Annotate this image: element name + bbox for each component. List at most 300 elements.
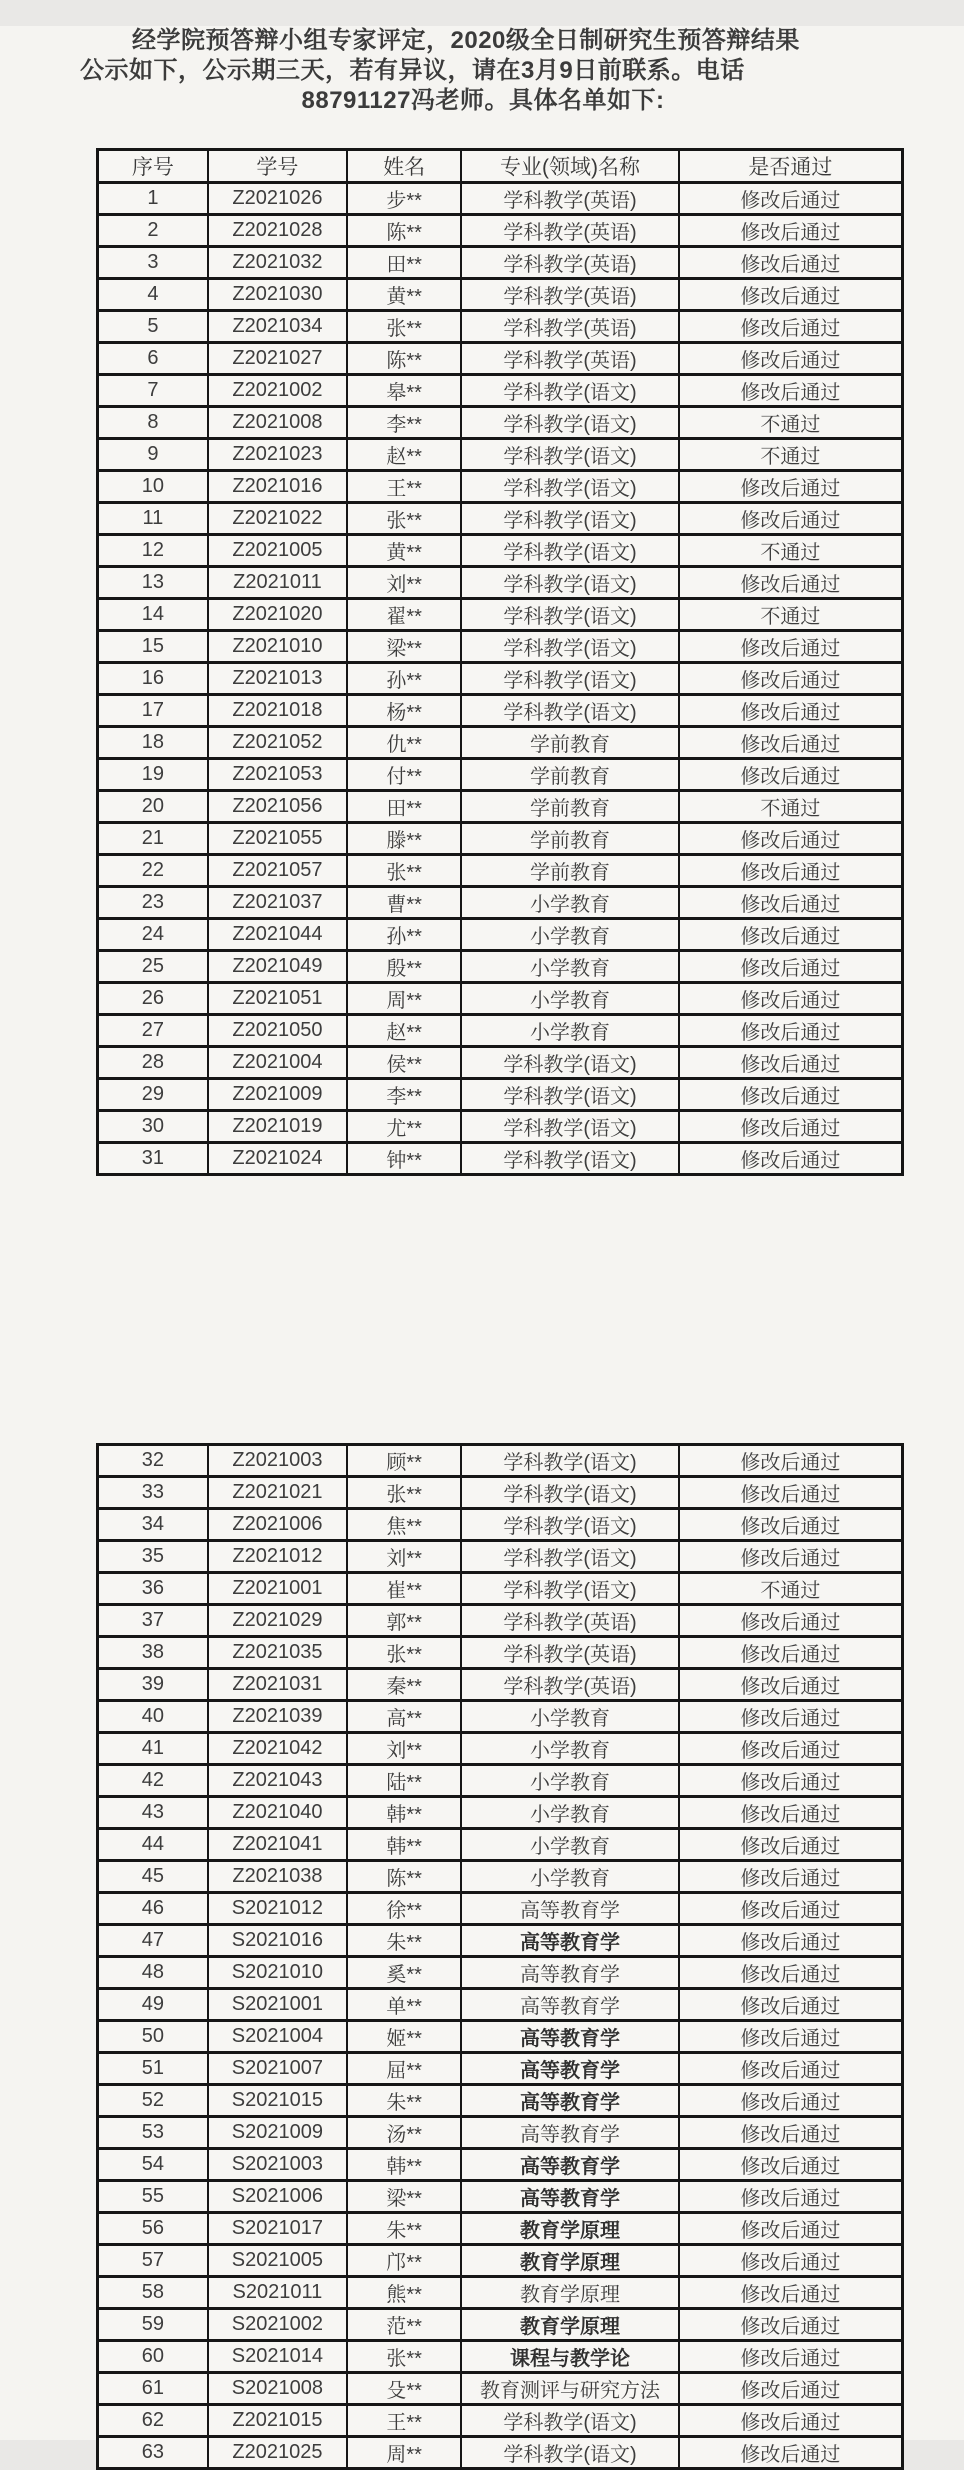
cell-name: 单** xyxy=(347,1989,461,2021)
table-row xyxy=(98,1605,903,1637)
cell-no: 16 xyxy=(98,663,208,695)
cell-student-id: Z2021035 xyxy=(208,1637,347,1669)
cell-major: 学科教学(语文) xyxy=(461,1573,678,1605)
cell-no: 59 xyxy=(98,2309,208,2341)
cell-student-id: Z2021001 xyxy=(208,1573,347,1605)
cell-no: 41 xyxy=(98,1733,208,1765)
cell-major: 学前教育 xyxy=(461,855,678,887)
cell-result: 修改后通过 xyxy=(679,823,903,855)
cell-student-id: Z2021025 xyxy=(208,2437,347,2469)
cell-result: 修改后通过 xyxy=(679,1701,903,1733)
cell-major: 学科教学(语文) xyxy=(461,599,678,631)
table-row xyxy=(98,535,903,567)
cell-no: 58 xyxy=(98,2277,208,2309)
cell-no: 52 xyxy=(98,2085,208,2117)
cell-name: 王** xyxy=(347,2405,461,2437)
cell-name: 朱** xyxy=(347,2213,461,2245)
cell-no: 60 xyxy=(98,2341,208,2373)
cell-result: 不通过 xyxy=(679,535,903,567)
cell-name: 田** xyxy=(347,791,461,823)
cell-no: 29 xyxy=(98,1079,208,1111)
table-row xyxy=(98,599,903,631)
cell-major: 高等教育学 xyxy=(461,2117,678,2149)
cell-name: 黄** xyxy=(347,535,461,567)
cell-name: 徐** xyxy=(347,1893,461,1925)
cell-no: 11 xyxy=(98,503,208,535)
cell-major: 学科教学(语文) xyxy=(461,1079,678,1111)
cell-name: 奚** xyxy=(347,1957,461,1989)
cell-no: 5 xyxy=(98,311,208,343)
cell-result: 修改后通过 xyxy=(679,1989,903,2021)
cell-major: 学科教学(语文) xyxy=(461,695,678,727)
cell-result: 修改后通过 xyxy=(679,2405,903,2437)
cell-result: 修改后通过 xyxy=(679,2373,903,2405)
cell-name: 张** xyxy=(347,503,461,535)
cell-name: 孙** xyxy=(347,663,461,695)
cell-student-id: Z2021031 xyxy=(208,1669,347,1701)
cell-no: 47 xyxy=(98,1925,208,1957)
cell-major: 小学教育 xyxy=(461,1015,678,1047)
cell-major: 学前教育 xyxy=(461,727,678,759)
cell-name: 赵** xyxy=(347,1015,461,1047)
table-header-row xyxy=(98,150,903,183)
cell-major: 小学教育 xyxy=(461,1829,678,1861)
cell-student-id: S2021017 xyxy=(208,2213,347,2245)
results-table-part1 xyxy=(96,148,904,1176)
cell-no: 53 xyxy=(98,2117,208,2149)
cell-name: 黄** xyxy=(347,279,461,311)
cell-student-id: Z2021004 xyxy=(208,1047,347,1079)
cell-no: 1 xyxy=(98,183,208,215)
cell-major: 学科教学(语文) xyxy=(461,1143,678,1175)
cell-major: 高等教育学 xyxy=(461,1925,678,1957)
cell-name: 屈** xyxy=(347,2053,461,2085)
table-row xyxy=(98,2181,903,2213)
cell-student-id: Z2021022 xyxy=(208,503,347,535)
cell-student-id: Z2021038 xyxy=(208,1861,347,1893)
cell-student-id: Z2021030 xyxy=(208,279,347,311)
cell-no: 18 xyxy=(98,727,208,759)
results-table-part2 xyxy=(96,1443,904,2470)
cell-student-id: S2021016 xyxy=(208,1925,347,1957)
cell-major: 学科教学(英语) xyxy=(461,1637,678,1669)
cell-name: 王** xyxy=(347,471,461,503)
cell-name: 刘** xyxy=(347,1541,461,1573)
cell-student-id: Z2021006 xyxy=(208,1509,347,1541)
table-row xyxy=(98,2405,903,2437)
cell-major: 学科教学(语文) xyxy=(461,439,678,471)
cell-no: 13 xyxy=(98,567,208,599)
cell-no: 37 xyxy=(98,1605,208,1637)
cell-result: 修改后通过 xyxy=(679,1541,903,1573)
cell-no: 46 xyxy=(98,1893,208,1925)
cell-major: 教育学原理 xyxy=(461,2277,678,2309)
cell-no: 28 xyxy=(98,1047,208,1079)
cell-student-id: Z2021041 xyxy=(208,1829,347,1861)
cell-result: 修改后通过 xyxy=(679,1605,903,1637)
cell-name: 韩** xyxy=(347,1797,461,1829)
cell-result: 修改后通过 xyxy=(679,279,903,311)
cell-no: 24 xyxy=(98,919,208,951)
cell-no: 50 xyxy=(98,2021,208,2053)
cell-result: 修改后通过 xyxy=(679,2117,903,2149)
cell-no: 15 xyxy=(98,631,208,663)
cell-name: 赵** xyxy=(347,439,461,471)
cell-name: 高** xyxy=(347,1701,461,1733)
cell-major: 学科教学(语文) xyxy=(461,631,678,663)
cell-major: 课程与教学论 xyxy=(461,2341,678,2373)
cell-result: 修改后通过 xyxy=(679,1637,903,1669)
cell-student-id: S2021012 xyxy=(208,1893,347,1925)
cell-result: 修改后通过 xyxy=(679,1477,903,1509)
table-row xyxy=(98,343,903,375)
table-row xyxy=(98,2277,903,2309)
cell-result: 修改后通过 xyxy=(679,2085,903,2117)
table-row xyxy=(98,823,903,855)
cell-student-id: S2021008 xyxy=(208,2373,347,2405)
notice-line-1: 经学院预答辩小组专家评定，2020级全日制研究生预答辩结果 xyxy=(132,27,800,54)
table-row xyxy=(98,759,903,791)
table-row xyxy=(98,695,903,727)
table-row xyxy=(98,951,903,983)
cell-major: 学科教学(英语) xyxy=(461,1669,678,1701)
cell-no: 7 xyxy=(98,375,208,407)
cell-student-id: Z2021039 xyxy=(208,1701,347,1733)
column-header-major: 专业(领域)名称 xyxy=(461,150,678,183)
cell-name: 熊** xyxy=(347,2277,461,2309)
cell-no: 38 xyxy=(98,1637,208,1669)
column-header-result: 是否通过 xyxy=(679,150,903,183)
cell-name: 陆** xyxy=(347,1765,461,1797)
cell-no: 14 xyxy=(98,599,208,631)
cell-major: 教育测评与研究方法 xyxy=(461,2373,678,2405)
cell-major: 学科教学(语文) xyxy=(461,2405,678,2437)
cell-result: 修改后通过 xyxy=(679,695,903,727)
cell-result: 修改后通过 xyxy=(679,183,903,215)
cell-major: 学科教学(语文) xyxy=(461,471,678,503)
table-row xyxy=(98,279,903,311)
cell-no: 17 xyxy=(98,695,208,727)
cell-no: 34 xyxy=(98,1509,208,1541)
cell-result: 修改后通过 xyxy=(679,1829,903,1861)
cell-no: 2 xyxy=(98,215,208,247)
cell-major: 学前教育 xyxy=(461,823,678,855)
cell-name: 翟** xyxy=(347,599,461,631)
table-row xyxy=(98,471,903,503)
cell-name: 李** xyxy=(347,407,461,439)
cell-student-id: Z2021050 xyxy=(208,1015,347,1047)
cell-student-id: S2021002 xyxy=(208,2309,347,2341)
cell-result: 修改后通过 xyxy=(679,631,903,663)
cell-name: 范** xyxy=(347,2309,461,2341)
cell-result: 修改后通过 xyxy=(679,375,903,407)
cell-student-id: S2021014 xyxy=(208,2341,347,2373)
cell-student-id: Z2021055 xyxy=(208,823,347,855)
cell-name: 田** xyxy=(347,247,461,279)
cell-major: 小学教育 xyxy=(461,983,678,1015)
notice-paragraph xyxy=(80,26,886,116)
cell-no: 30 xyxy=(98,1111,208,1143)
column-header-student-id: 学号 xyxy=(208,150,347,183)
cell-result: 修改后通过 xyxy=(679,951,903,983)
cell-result: 修改后通过 xyxy=(679,1079,903,1111)
cell-student-id: Z2021015 xyxy=(208,2405,347,2437)
cell-no: 33 xyxy=(98,1477,208,1509)
cell-name: 孙** xyxy=(347,919,461,951)
table-row xyxy=(98,1445,903,1477)
cell-no: 25 xyxy=(98,951,208,983)
cell-no: 9 xyxy=(98,439,208,471)
table-row xyxy=(98,1541,903,1573)
column-header-name: 姓名 xyxy=(347,150,461,183)
table-row xyxy=(98,1015,903,1047)
cell-no: 63 xyxy=(98,2437,208,2469)
cell-result: 修改后通过 xyxy=(679,247,903,279)
cell-result: 修改后通过 xyxy=(679,2181,903,2213)
cell-result: 修改后通过 xyxy=(679,343,903,375)
cell-student-id: Z2021009 xyxy=(208,1079,347,1111)
cell-student-id: Z2021010 xyxy=(208,631,347,663)
cell-major: 高等教育学 xyxy=(461,1989,678,2021)
cell-result: 修改后通过 xyxy=(679,727,903,759)
table-row xyxy=(98,983,903,1015)
cell-student-id: Z2021013 xyxy=(208,663,347,695)
cell-major: 学科教学(语文) xyxy=(461,1445,678,1477)
cell-result: 修改后通过 xyxy=(679,1861,903,1893)
cell-name: 刘** xyxy=(347,567,461,599)
cell-name: 刘** xyxy=(347,1733,461,1765)
cell-student-id: S2021001 xyxy=(208,1989,347,2021)
cell-no: 4 xyxy=(98,279,208,311)
table-row xyxy=(98,1047,903,1079)
cell-major: 教育学原理 xyxy=(461,2309,678,2341)
cell-result: 修改后通过 xyxy=(679,2341,903,2373)
cell-name: 顾** xyxy=(347,1445,461,1477)
cell-major: 小学教育 xyxy=(461,887,678,919)
cell-result: 修改后通过 xyxy=(679,1669,903,1701)
cell-no: 6 xyxy=(98,343,208,375)
table-row xyxy=(98,503,903,535)
table-row xyxy=(98,1143,903,1175)
cell-student-id: S2021010 xyxy=(208,1957,347,1989)
cell-result: 修改后通过 xyxy=(679,663,903,695)
cell-name: 韩** xyxy=(347,2149,461,2181)
cell-no: 51 xyxy=(98,2053,208,2085)
cell-result: 修改后通过 xyxy=(679,759,903,791)
cell-no: 35 xyxy=(98,1541,208,1573)
cell-result: 不通过 xyxy=(679,791,903,823)
cell-name: 殷** xyxy=(347,951,461,983)
cell-major: 小学教育 xyxy=(461,919,678,951)
cell-result: 修改后通过 xyxy=(679,1111,903,1143)
table-row xyxy=(98,1893,903,1925)
cell-name: 梁** xyxy=(347,631,461,663)
cell-no: 36 xyxy=(98,1573,208,1605)
cell-name: 郭** xyxy=(347,1605,461,1637)
cell-student-id: Z2021042 xyxy=(208,1733,347,1765)
cell-name: 陈** xyxy=(347,215,461,247)
cell-major: 学科教学(语文) xyxy=(461,535,678,567)
cell-no: 3 xyxy=(98,247,208,279)
cell-result: 修改后通过 xyxy=(679,887,903,919)
table-row xyxy=(98,1669,903,1701)
table-row xyxy=(98,2309,903,2341)
table-row xyxy=(98,2341,903,2373)
cell-result: 修改后通过 xyxy=(679,2245,903,2277)
cell-no: 8 xyxy=(98,407,208,439)
cell-no: 12 xyxy=(98,535,208,567)
cell-no: 55 xyxy=(98,2181,208,2213)
cell-student-id: Z2021020 xyxy=(208,599,347,631)
cell-student-id: Z2021044 xyxy=(208,919,347,951)
table-row xyxy=(98,855,903,887)
cell-name: 周** xyxy=(347,983,461,1015)
cell-no: 48 xyxy=(98,1957,208,1989)
cell-no: 22 xyxy=(98,855,208,887)
cell-name: 付** xyxy=(347,759,461,791)
cell-no: 20 xyxy=(98,791,208,823)
cell-student-id: Z2021011 xyxy=(208,567,347,599)
cell-result: 修改后通过 xyxy=(679,1893,903,1925)
cell-result: 修改后通过 xyxy=(679,1143,903,1175)
cell-major: 学科教学(英语) xyxy=(461,1605,678,1637)
cell-name: 张** xyxy=(347,855,461,887)
table-row xyxy=(98,1989,903,2021)
cell-result: 不通过 xyxy=(679,1573,903,1605)
cell-major: 高等教育学 xyxy=(461,2053,678,2085)
cell-student-id: Z2021052 xyxy=(208,727,347,759)
table-row xyxy=(98,1079,903,1111)
cell-student-id: S2021005 xyxy=(208,2245,347,2277)
cell-name: 张** xyxy=(347,1637,461,1669)
cell-major: 学科教学(英语) xyxy=(461,343,678,375)
table-row xyxy=(98,631,903,663)
table-row xyxy=(98,215,903,247)
cell-result: 修改后通过 xyxy=(679,1445,903,1477)
table-row xyxy=(98,2437,903,2469)
cell-result: 修改后通过 xyxy=(679,983,903,1015)
cell-result: 修改后通过 xyxy=(679,855,903,887)
cell-no: 31 xyxy=(98,1143,208,1175)
cell-student-id: Z2021002 xyxy=(208,375,347,407)
cell-major: 学科教学(语文) xyxy=(461,375,678,407)
table-row xyxy=(98,1829,903,1861)
cell-result: 修改后通过 xyxy=(679,471,903,503)
cell-no: 44 xyxy=(98,1829,208,1861)
cell-result: 不通过 xyxy=(679,407,903,439)
cell-student-id: S2021015 xyxy=(208,2085,347,2117)
cell-result: 修改后通过 xyxy=(679,919,903,951)
cell-result: 修改后通过 xyxy=(679,2437,903,2469)
cell-name: 汤** xyxy=(347,2117,461,2149)
table-row xyxy=(98,1861,903,1893)
announcement-page xyxy=(0,26,964,2466)
cell-student-id: Z2021021 xyxy=(208,1477,347,1509)
cell-no: 21 xyxy=(98,823,208,855)
cell-name: 姬** xyxy=(347,2021,461,2053)
table-row xyxy=(98,1637,903,1669)
cell-major: 学科教学(语文) xyxy=(461,407,678,439)
table-row xyxy=(98,663,903,695)
cell-result: 修改后通过 xyxy=(679,2213,903,2245)
cell-student-id: S2021011 xyxy=(208,2277,347,2309)
cell-student-id: Z2021016 xyxy=(208,471,347,503)
cell-name: 曹** xyxy=(347,887,461,919)
cell-result: 修改后通过 xyxy=(679,503,903,535)
cell-student-id: Z2021049 xyxy=(208,951,347,983)
table-row xyxy=(98,439,903,471)
cell-major: 学科教学(语文) xyxy=(461,1541,678,1573)
cell-major: 高等教育学 xyxy=(461,1893,678,1925)
cell-name: 张** xyxy=(347,2341,461,2373)
cell-name: 秦** xyxy=(347,1669,461,1701)
cell-no: 40 xyxy=(98,1701,208,1733)
cell-major: 学科教学(语文) xyxy=(461,503,678,535)
cell-name: 韩** xyxy=(347,1829,461,1861)
cell-name: 杨** xyxy=(347,695,461,727)
cell-major: 高等教育学 xyxy=(461,2149,678,2181)
cell-major: 学科教学(英语) xyxy=(461,215,678,247)
cell-major: 学科教学(语文) xyxy=(461,1509,678,1541)
cell-no: 45 xyxy=(98,1861,208,1893)
cell-no: 32 xyxy=(98,1445,208,1477)
table-row xyxy=(98,2085,903,2117)
cell-no: 27 xyxy=(98,1015,208,1047)
cell-name: 崔** xyxy=(347,1573,461,1605)
cell-no: 19 xyxy=(98,759,208,791)
cell-name: 侯** xyxy=(347,1047,461,1079)
cell-major: 学科教学(英语) xyxy=(461,311,678,343)
cell-result: 修改后通过 xyxy=(679,567,903,599)
cell-result: 不通过 xyxy=(679,439,903,471)
table-row xyxy=(98,1925,903,1957)
table-row xyxy=(98,2213,903,2245)
table-row xyxy=(98,1111,903,1143)
cell-result: 修改后通过 xyxy=(679,1015,903,1047)
cell-major: 教育学原理 xyxy=(461,2245,678,2277)
cell-name: 梁** xyxy=(347,2181,461,2213)
cell-result: 修改后通过 xyxy=(679,1925,903,1957)
cell-result: 修改后通过 xyxy=(679,1797,903,1829)
cell-student-id: Z2021003 xyxy=(208,1445,347,1477)
cell-result: 修改后通过 xyxy=(679,2149,903,2181)
table-row xyxy=(98,919,903,951)
cell-student-id: Z2021024 xyxy=(208,1143,347,1175)
cell-major: 学前教育 xyxy=(461,791,678,823)
cell-student-id: Z2021032 xyxy=(208,247,347,279)
cell-student-id: Z2021026 xyxy=(208,183,347,215)
cell-major: 学科教学(语文) xyxy=(461,567,678,599)
cell-result: 不通过 xyxy=(679,599,903,631)
table-row xyxy=(98,791,903,823)
notice-line-3: 88791127冯老师。具体名单如下: xyxy=(301,87,665,114)
cell-major: 学科教学(语文) xyxy=(461,663,678,695)
cell-student-id: S2021007 xyxy=(208,2053,347,2085)
cell-name: 李** xyxy=(347,1079,461,1111)
cell-major: 小学教育 xyxy=(461,1797,678,1829)
cell-student-id: Z2021018 xyxy=(208,695,347,727)
cell-student-id: Z2021023 xyxy=(208,439,347,471)
cell-no: 62 xyxy=(98,2405,208,2437)
cell-name: 步** xyxy=(347,183,461,215)
table-row xyxy=(98,407,903,439)
cell-major: 学科教学(英语) xyxy=(461,183,678,215)
cell-result: 修改后通过 xyxy=(679,1957,903,1989)
cell-major: 学科教学(语文) xyxy=(461,1477,678,1509)
cell-no: 10 xyxy=(98,471,208,503)
table-row xyxy=(98,2373,903,2405)
cell-student-id: Z2021043 xyxy=(208,1765,347,1797)
